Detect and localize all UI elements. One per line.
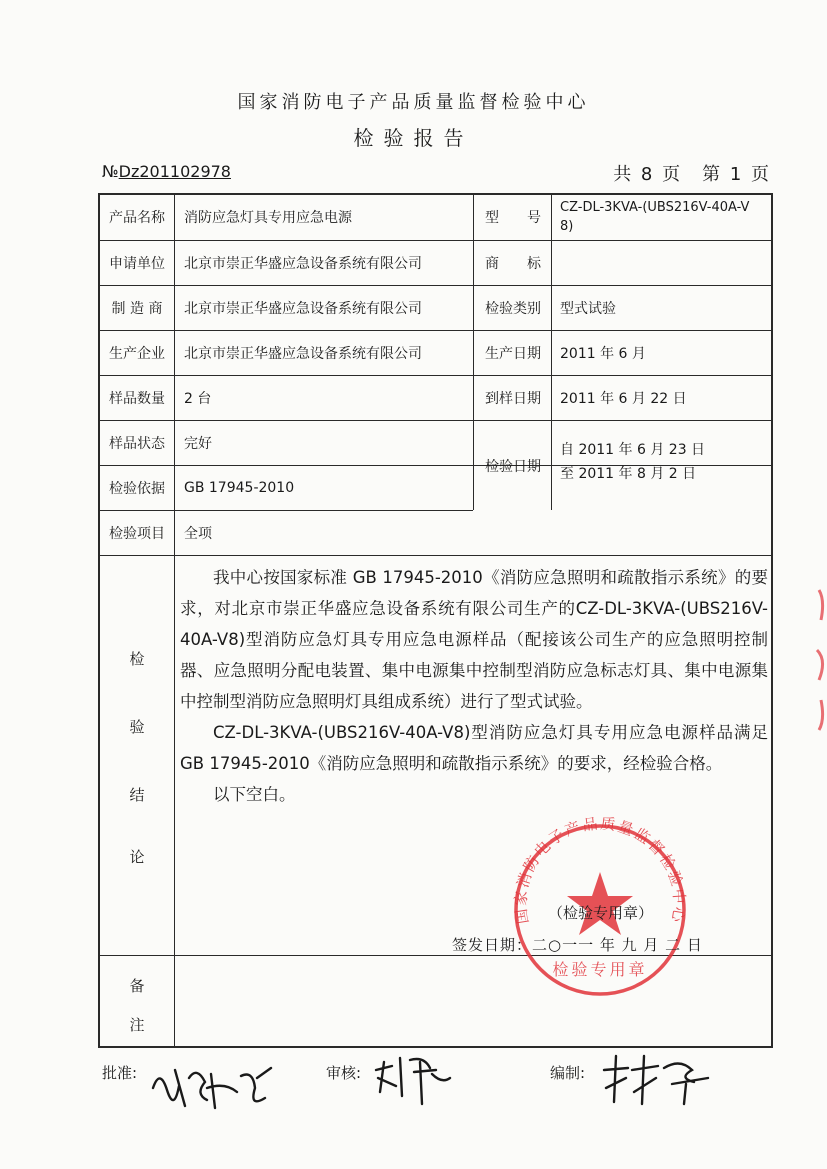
seal-bottom-text: 检验专用章 bbox=[552, 960, 648, 979]
reviewer-signature bbox=[370, 1048, 460, 1108]
seal-ring-text: 国家消防电子产品质量监督检验中心 bbox=[511, 814, 689, 926]
report-number bbox=[102, 162, 231, 181]
label-product-name: 产品名称 bbox=[109, 210, 165, 226]
label-test-date: 检验日期 bbox=[485, 458, 541, 475]
page-count: 共 8 页 第 1 页 bbox=[613, 164, 771, 185]
report-number-prefix: № bbox=[102, 162, 119, 181]
label-test-type: 检验类别 bbox=[485, 301, 541, 317]
value-test-date-from: 自 2011 年 6 月 23 日 bbox=[560, 442, 706, 458]
report-title: 检验报告 bbox=[353, 126, 474, 150]
conclusion-label-char: 结 bbox=[129, 786, 145, 804]
conclusion-label-char: 验 bbox=[129, 718, 145, 736]
value-model bbox=[552, 196, 780, 242]
value-trademark bbox=[552, 241, 770, 285]
value-applicant: 北京市崇正华盛应急设备系统有限公司 bbox=[184, 256, 422, 272]
table-border-right bbox=[771, 193, 773, 1048]
value-product-name: 消防应急灯具专用应急电源 bbox=[184, 210, 352, 226]
value-producer: 北京市崇正华盛应急设备系统有限公司 bbox=[184, 346, 422, 362]
label-applicant: 申请单位 bbox=[109, 256, 165, 272]
label-sample-state: 样品状态 bbox=[109, 436, 165, 452]
value-test-date bbox=[552, 438, 770, 498]
approve-label: 批准: bbox=[102, 1064, 138, 1082]
conclusion-paragraph: 以下空白。 bbox=[213, 785, 296, 804]
label-production-date: 生产日期 bbox=[485, 346, 541, 362]
value-manufacturer: 北京市崇正华盛应急设备系统有限公司 bbox=[184, 301, 422, 317]
review-label: 审核: bbox=[326, 1064, 362, 1082]
label-test-basis: 检验依据 bbox=[109, 481, 165, 497]
value-sample-qty: 2 台 bbox=[184, 391, 212, 407]
value-model-line1: CZ-DL-3KVA-(UBS216V-40A-V bbox=[560, 200, 750, 215]
issue-date: 签发日期：二○一一 年 九 月 二 日 bbox=[452, 936, 703, 954]
value-test-items: 全项 bbox=[184, 526, 212, 542]
row-line bbox=[98, 555, 773, 556]
conclusion-body bbox=[180, 562, 768, 810]
seal-caption: （检验专用章） bbox=[548, 904, 654, 922]
remarks-label-char: 备 bbox=[129, 977, 145, 995]
value-production-date: 2011 年 6 月 bbox=[560, 346, 646, 362]
conclusion-paragraph: 我中心按国家标准 GB 17945-2010《消防应急照明和疏散指示系统》的要求，对北京市崇正华盛应急设备系统有限公司生产的CZ-DL-3KVA-(UBS216V-40A-V8)型消防应急灯具专用应急电源样品（配接该公司生产的应急照明控制器、应急照明分配电装置、集中电源集中控制型消防应急标志灯具、集中电源集中控制型消防应急照明灯具组成系统）进行了型式试验。 bbox=[180, 568, 768, 711]
label-model: 型 号 bbox=[485, 210, 541, 226]
label-manufacturer: 制 造 商 bbox=[111, 301, 163, 317]
label-producer: 生产企业 bbox=[109, 346, 165, 362]
label-sample-qty: 样品数量 bbox=[109, 391, 165, 407]
compile-label: 编制: bbox=[550, 1064, 586, 1082]
value-test-basis: GB 17945-2010 bbox=[184, 480, 295, 496]
compiler-signature bbox=[598, 1048, 718, 1108]
value-sample-state: 完好 bbox=[184, 436, 212, 452]
label-test-items: 检验项目 bbox=[109, 526, 165, 542]
remarks-value bbox=[185, 965, 765, 1035]
value-model-line2: 8) bbox=[560, 219, 574, 234]
conclusion-paragraph: CZ-DL-3KVA-(UBS216V-40A-V8)型消防应急灯具专用应急电源样品满足 GB 17945-2010《消防应急照明和疏散指示系统》的要求，经检验合格。 bbox=[180, 723, 768, 773]
label-arrival-date: 到样日期 bbox=[485, 391, 541, 407]
conclusion-label-char: 论 bbox=[129, 848, 145, 866]
edge-seal-fragment bbox=[813, 580, 827, 740]
report-number-value: Dz201102978 bbox=[118, 162, 231, 181]
label-trademark: 商 标 bbox=[485, 256, 541, 272]
value-test-type: 型式试验 bbox=[560, 301, 616, 317]
remarks-label-char: 注 bbox=[129, 1016, 145, 1034]
approver-signature bbox=[145, 1048, 280, 1118]
conclusion-label-char: 检 bbox=[129, 650, 145, 668]
value-test-date-to: 至 2011 年 8 月 2 日 bbox=[560, 466, 697, 482]
organization-title: 国家消防电子产品质量监督检验中心 bbox=[237, 92, 590, 113]
value-arrival-date: 2011 年 6 月 22 日 bbox=[560, 391, 687, 407]
